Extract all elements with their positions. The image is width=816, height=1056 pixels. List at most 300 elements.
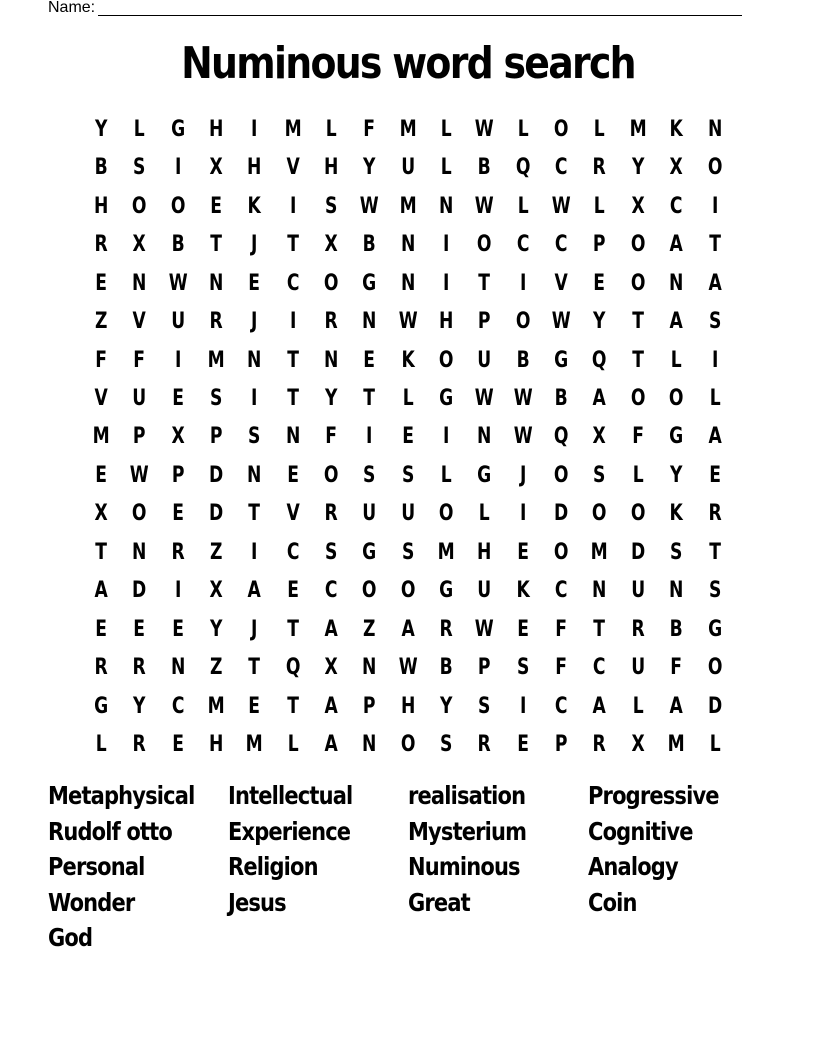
grid-letter: G	[439, 578, 454, 604]
grid-row	[82, 110, 734, 148]
grid-letter: I	[519, 501, 527, 527]
grid-letter: O	[669, 386, 684, 412]
word-list-item: Experience	[228, 816, 351, 846]
grid-letter: N	[247, 347, 262, 373]
grid-letter: O	[707, 655, 722, 681]
grid-letter: X	[132, 232, 147, 258]
grid-letter: N	[707, 116, 722, 142]
grid-letter: L	[95, 732, 107, 758]
grid-letter: J	[251, 232, 258, 258]
grid-letter: I	[289, 193, 297, 219]
grid-letter: O	[553, 539, 569, 565]
grid-letter: N	[669, 270, 684, 296]
grid-letter: G	[477, 462, 492, 488]
grid-letter: K	[401, 347, 415, 373]
grid-letter: U	[631, 655, 645, 681]
grid-letter: B	[363, 232, 377, 258]
grid-letter: N	[170, 655, 186, 681]
word-list-item: Cognitive	[588, 816, 693, 846]
grid-letter: S	[708, 578, 721, 604]
grid-letter: F	[555, 616, 568, 642]
grid-letter: A	[324, 732, 338, 758]
grid-letter: F	[632, 424, 644, 450]
grid-letter: E	[95, 270, 108, 296]
grid-letter: B	[478, 155, 492, 181]
grid-letter: T	[478, 270, 491, 296]
grid-letter: T	[248, 501, 261, 527]
grid-letter: E	[95, 616, 108, 642]
grid-letter: S	[478, 693, 491, 719]
grid-letter: N	[362, 309, 377, 335]
grid-letter: A	[592, 386, 607, 412]
grid-letter: N	[592, 578, 607, 604]
grid-letter: E	[248, 270, 261, 296]
grid-letter: H	[324, 155, 339, 181]
grid-letter: O	[630, 386, 646, 412]
grid-letter: J	[519, 462, 527, 488]
grid-letter: G	[94, 693, 109, 719]
grid-letter: U	[362, 501, 377, 527]
grid-letter: Y	[209, 616, 223, 642]
grid-letter: T	[210, 232, 223, 258]
grid-letter: Z	[209, 655, 223, 681]
grid-letter: O	[630, 501, 646, 527]
grid-letter: I	[174, 578, 182, 604]
grid-letter: N	[285, 424, 301, 450]
grid-letter: D	[132, 578, 147, 604]
grid-letter: X	[209, 578, 223, 604]
grid-letter: O	[553, 462, 569, 488]
grid-letter: B	[669, 616, 683, 642]
grid-letter: B	[94, 155, 108, 181]
grid-letter: S	[248, 424, 261, 450]
grid-letter: A	[708, 270, 722, 296]
grid-letter: H	[439, 309, 454, 335]
grid-letter: W	[130, 462, 149, 488]
grid-letter: P	[478, 309, 491, 335]
grid-letter: C	[324, 578, 338, 604]
grid-letter: Y	[363, 155, 376, 181]
grid-letter: L	[517, 116, 529, 142]
grid-letter: Q	[553, 424, 569, 450]
grid-letter: I	[443, 424, 450, 450]
word-list-item: Coin	[588, 887, 637, 917]
name-field[interactable]	[48, 0, 742, 16]
grid-letter: H	[209, 116, 224, 142]
grid-letter: W	[475, 193, 495, 219]
grid-letter: O	[132, 193, 147, 219]
grid-letter: S	[325, 539, 338, 565]
grid-letter: X	[171, 424, 185, 450]
grid-letter: C	[554, 578, 568, 604]
grid-letter: I	[174, 347, 182, 373]
grid-row	[82, 264, 734, 302]
grid-letter: L	[134, 116, 145, 142]
grid-letter: X	[94, 501, 108, 527]
grid-letter: K	[669, 116, 683, 142]
grid-letter: Z	[363, 616, 376, 642]
grid-letter: W	[398, 655, 418, 681]
grid-letter: C	[670, 193, 683, 219]
grid-letter: I	[711, 193, 718, 219]
grid-letter: A	[94, 578, 108, 604]
grid-letter: C	[286, 270, 300, 296]
grid-letter: Y	[593, 309, 606, 335]
grid-letter: S	[401, 462, 415, 488]
grid-letter: R	[132, 732, 147, 758]
grid-letter: D	[554, 501, 569, 527]
grid-letter: E	[248, 693, 261, 719]
grid-letter: O	[323, 270, 339, 296]
grid-letter: S	[133, 155, 146, 181]
grid-letter: M	[92, 424, 110, 450]
grid-letter: A	[669, 309, 683, 335]
grid-letter: E	[517, 616, 529, 642]
grid-letter: S	[516, 655, 530, 681]
grid-letter: P	[555, 732, 568, 758]
grid-letter: Q	[515, 155, 531, 181]
grid-letter: F	[325, 424, 338, 450]
grid-row	[82, 341, 734, 379]
grid-letter: F	[555, 655, 568, 681]
word-list	[48, 778, 768, 956]
grid-letter: Y	[440, 693, 453, 719]
grid-letter: P	[171, 462, 185, 488]
grid-letter: B	[171, 232, 185, 258]
grid-letter: N	[132, 270, 147, 296]
grid-letter: E	[517, 539, 529, 565]
grid-letter: Y	[670, 462, 683, 488]
grid-letter: R	[94, 655, 108, 681]
grid-letter: F	[363, 116, 376, 142]
grid-letter: X	[324, 655, 338, 681]
word-list-item: Personal	[48, 852, 145, 881]
grid-letter: L	[402, 386, 414, 412]
grid-letter: C	[286, 539, 300, 565]
grid-letter: T	[287, 386, 299, 412]
grid-letter: A	[324, 616, 338, 642]
grid-letter: Y	[325, 386, 338, 412]
grid-letter: C	[554, 693, 568, 719]
grid-letter: T	[632, 347, 644, 373]
grid-letter: N	[669, 578, 684, 604]
grid-letter: I	[519, 693, 527, 719]
word-list-item: Wonder	[48, 887, 135, 917]
grid-letter: S	[708, 309, 721, 335]
grid-letter: O	[170, 193, 186, 219]
grid-letter: D	[707, 693, 722, 719]
grid-letter: E	[171, 616, 184, 642]
grid-letter: H	[209, 732, 224, 758]
grid-letter: W	[168, 270, 188, 296]
grid-letter: P	[209, 424, 223, 450]
grid-letter: G	[170, 116, 185, 142]
grid-letter: M	[629, 116, 647, 142]
grid-letter: I	[443, 270, 450, 296]
grid-letter: R	[631, 616, 645, 642]
grid-letter: T	[593, 616, 606, 642]
grid-letter: C	[593, 655, 606, 681]
grid-letter: V	[94, 386, 108, 412]
grid-row	[82, 148, 734, 186]
grid-letter: S	[670, 539, 683, 565]
grid-letter: R	[439, 616, 453, 642]
grid-letter: L	[709, 386, 721, 412]
grid-letter: U	[400, 501, 415, 527]
grid-row	[82, 379, 734, 417]
grid-letter: T	[287, 232, 299, 258]
grid-letter: M	[207, 693, 225, 719]
grid-letter: A	[669, 693, 683, 719]
grid-letter: I	[251, 116, 258, 142]
grid-letter: S	[325, 193, 338, 219]
grid-row	[82, 726, 734, 764]
grid-letter: E	[517, 732, 529, 758]
grid-letter: P	[478, 655, 491, 681]
grid-letter: R	[209, 309, 223, 335]
grid-letter: L	[709, 732, 721, 758]
grid-letter: L	[632, 462, 644, 488]
grid-letter: H	[400, 693, 416, 719]
grid-letter: O	[592, 501, 607, 527]
grid-letter: S	[593, 462, 606, 488]
word-list-item: Intellectual	[228, 781, 353, 810]
grid-letter: O	[630, 270, 646, 296]
grid-letter: B	[554, 386, 568, 412]
grid-letter: R	[132, 655, 147, 681]
grid-letter: E	[593, 270, 606, 296]
grid-row	[82, 533, 734, 571]
grid-letter: M	[207, 347, 225, 373]
name-underline[interactable]	[98, 1, 742, 16]
grid-letter: I	[251, 539, 258, 565]
grid-letter: D	[209, 462, 224, 488]
grid-letter: O	[323, 462, 339, 488]
grid-letter: S	[210, 386, 223, 412]
grid-letter: L	[632, 693, 644, 719]
word-list-item: Metaphysical	[48, 781, 195, 810]
grid-letter: X	[324, 232, 338, 258]
grid-letter: P	[133, 424, 146, 450]
grid-letter: F	[95, 347, 108, 373]
grid-letter: K	[669, 501, 683, 527]
grid-row	[82, 302, 734, 340]
word-list-item: Analogy	[588, 852, 678, 881]
grid-letter: O	[707, 155, 722, 181]
grid-letter: E	[171, 386, 184, 412]
grid-letter: L	[287, 732, 299, 758]
grid-letter: U	[477, 578, 492, 604]
grid-letter: O	[553, 116, 569, 142]
grid-letter: T	[632, 309, 644, 335]
grid-letter: X	[209, 155, 223, 181]
grid-letter: E	[210, 193, 223, 219]
grid-letter: J	[251, 616, 258, 642]
grid-row	[82, 187, 734, 225]
grid-letter: K	[516, 578, 530, 604]
grid-letter: O	[438, 501, 454, 527]
grid-letter: N	[324, 347, 339, 373]
page-title: Numinous word search	[181, 38, 635, 89]
grid-letter: B	[439, 655, 453, 681]
grid-letter: W	[475, 386, 495, 412]
grid-letter: I	[443, 232, 450, 258]
grid-letter: E	[171, 501, 184, 527]
grid-letter: N	[362, 732, 377, 758]
grid-letter: R	[94, 232, 108, 258]
grid-letter: L	[440, 462, 452, 488]
grid-letter: M	[591, 539, 609, 565]
grid-letter: N	[477, 424, 492, 450]
grid-letter: S	[440, 732, 453, 758]
grid-letter: U	[132, 386, 147, 412]
grid-letter: E	[363, 347, 376, 373]
grid-letter: O	[400, 578, 416, 604]
grid-row	[82, 225, 734, 263]
grid-letter: H	[477, 539, 492, 565]
grid-letter: R	[171, 539, 185, 565]
grid-letter: L	[517, 193, 529, 219]
grid-letter: J	[251, 309, 258, 335]
grid-letter: N	[132, 539, 147, 565]
grid-letter: E	[287, 578, 299, 604]
grid-letter: X	[593, 424, 607, 450]
grid-letter: P	[363, 693, 376, 719]
grid-letter: N	[400, 270, 416, 296]
grid-letter: H	[247, 155, 262, 181]
grid-letter: E	[708, 462, 721, 488]
grid-row	[82, 572, 734, 610]
grid-letter: U	[477, 347, 492, 373]
grid-letter: L	[440, 155, 452, 181]
grid-letter: L	[325, 116, 337, 142]
grid-letter: C	[171, 693, 185, 719]
grid-letter: T	[287, 347, 299, 373]
grid-letter: R	[708, 501, 722, 527]
grid-letter: W	[513, 386, 533, 412]
grid-letter: E	[171, 732, 184, 758]
grid-letter: E	[95, 462, 108, 488]
grid-letter: W	[475, 616, 495, 642]
grid-letter: R	[324, 309, 338, 335]
grid-letter: W	[475, 116, 495, 142]
grid-letter: X	[631, 732, 645, 758]
grid-letter: V	[286, 155, 300, 181]
grid-letter: Q	[592, 347, 607, 373]
grid-letter: G	[362, 539, 377, 565]
grid-letter: O	[400, 732, 416, 758]
grid-letter: X	[669, 155, 683, 181]
grid-letter: T	[248, 655, 261, 681]
grid-letter: E	[287, 462, 299, 488]
grid-letter: O	[630, 232, 646, 258]
word-list-item: God	[48, 923, 93, 952]
grid-letter: L	[594, 116, 606, 142]
grid-letter: M	[667, 732, 685, 758]
grid-row	[82, 687, 734, 725]
grid-letter: W	[551, 309, 571, 335]
grid-letter: E	[402, 424, 414, 450]
grid-letter: W	[513, 424, 533, 450]
grid-letter: A	[324, 693, 338, 719]
grid-letter: L	[440, 116, 452, 142]
grid-row	[82, 495, 734, 533]
letter-grid	[82, 110, 734, 764]
grid-letter: X	[631, 193, 645, 219]
word-list-item: Religion	[228, 852, 318, 881]
grid-letter: Z	[209, 539, 223, 565]
grid-letter: P	[593, 232, 606, 258]
grid-letter: A	[401, 616, 415, 642]
word-list-item: Progressive	[588, 781, 719, 810]
grid-letter: T	[708, 539, 721, 565]
grid-letter: M	[246, 732, 264, 758]
grid-letter: S	[401, 539, 415, 565]
name-label: Name:	[48, 0, 96, 16]
grid-letter: W	[360, 193, 380, 219]
grid-letter: I	[519, 270, 527, 296]
grid-letter: G	[554, 347, 569, 373]
grid-letter: A	[592, 693, 607, 719]
grid-letter: C	[554, 232, 568, 258]
grid-letter: A	[247, 578, 262, 604]
grid-letter: W	[551, 193, 571, 219]
grid-letter: O	[362, 578, 377, 604]
grid-letter: M	[284, 116, 302, 142]
word-list-item: Great	[408, 887, 470, 917]
grid-letter: N	[247, 462, 262, 488]
grid-letter: I	[711, 347, 718, 373]
grid-letter: B	[516, 347, 530, 373]
grid-letter: R	[593, 155, 607, 181]
grid-letter: T	[95, 539, 108, 565]
grid-row	[82, 610, 734, 648]
grid-letter: R	[477, 732, 492, 758]
grid-letter: R	[324, 501, 338, 527]
grid-letter: T	[708, 232, 721, 258]
word-list-item: Mysterium	[408, 816, 527, 846]
grid-letter: F	[133, 347, 146, 373]
grid-letter: O	[477, 232, 492, 258]
grid-letter: T	[363, 386, 376, 412]
grid-letter: I	[366, 424, 373, 450]
grid-letter: O	[515, 309, 531, 335]
grid-letter: G	[707, 616, 722, 642]
grid-letter: K	[247, 193, 262, 219]
grid-letter: C	[554, 155, 568, 181]
grid-letter: G	[439, 386, 454, 412]
grid-letter: A	[708, 424, 722, 450]
grid-letter: D	[630, 539, 646, 565]
grid-letter: V	[554, 270, 568, 296]
grid-row	[82, 649, 734, 687]
grid-letter: S	[363, 462, 376, 488]
grid-letter: Q	[285, 655, 301, 681]
grid-letter: Y	[631, 155, 645, 181]
grid-letter: L	[594, 193, 606, 219]
grid-letter: N	[362, 655, 377, 681]
grid-letter: N	[400, 232, 416, 258]
grid-letter: T	[287, 693, 299, 719]
grid-letter: Y	[94, 116, 108, 142]
grid-letter: M	[437, 539, 455, 565]
grid-row	[82, 456, 734, 494]
grid-letter: L	[479, 501, 491, 527]
grid-letter: I	[251, 386, 258, 412]
grid-letter: R	[593, 732, 607, 758]
grid-letter: U	[631, 578, 645, 604]
grid-letter: T	[287, 616, 299, 642]
